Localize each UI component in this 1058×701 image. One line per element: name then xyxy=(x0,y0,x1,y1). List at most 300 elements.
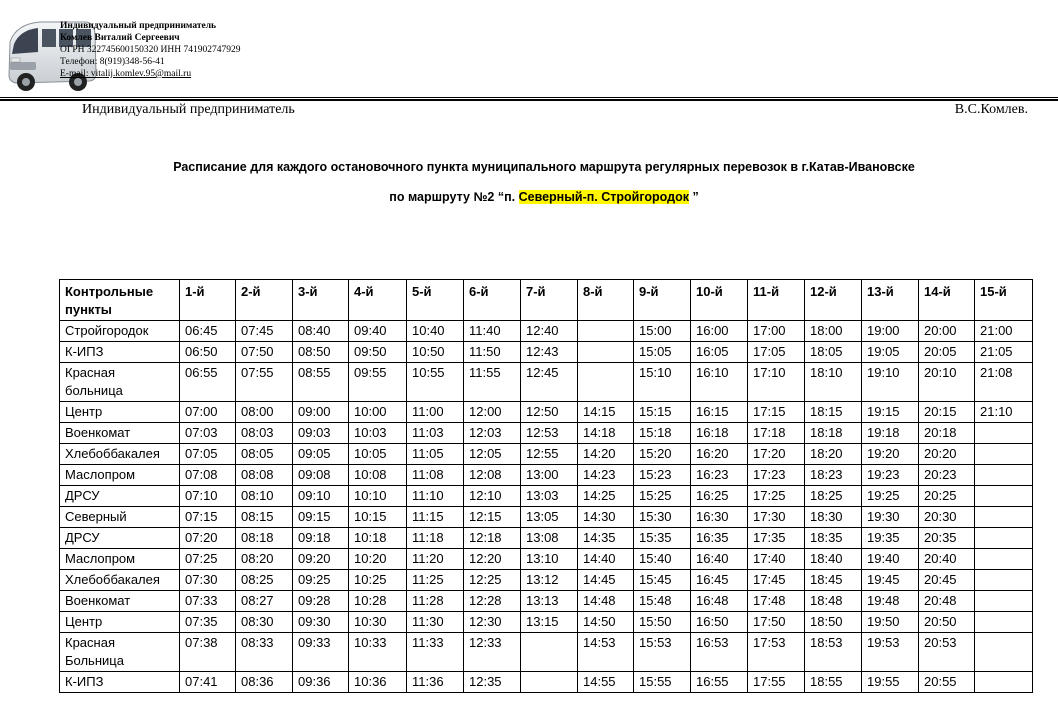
departure-time-cell: 14:40 xyxy=(578,549,634,570)
departure-time-cell: 09:10 xyxy=(293,486,349,507)
route-subtitle xyxy=(0,190,1058,204)
table-row xyxy=(60,612,1033,633)
departure-time-cell: 16:10 xyxy=(691,363,748,402)
departure-time-cell: 10:18 xyxy=(349,528,407,549)
departure-time-cell: 14:55 xyxy=(578,672,634,693)
departure-time-cell: 16:48 xyxy=(691,591,748,612)
departure-time-cell: 12:55 xyxy=(521,444,578,465)
departure-time-cell: 08:30 xyxy=(236,612,293,633)
departure-time-cell: 17:15 xyxy=(748,402,805,423)
departure-time-cell: 06:55 xyxy=(180,363,236,402)
departure-time-cell: 12:20 xyxy=(464,549,521,570)
departure-time-cell: 13:08 xyxy=(521,528,578,549)
departure-time-cell: 17:25 xyxy=(748,486,805,507)
departure-time-cell: 07:30 xyxy=(180,570,236,591)
document-title: Расписание для каждого остановочного пункта муниципального маршрута регулярных перевозок в г.Катав-Ивановске xyxy=(173,160,915,174)
departure-time-cell: 11:50 xyxy=(464,342,521,363)
departure-time-cell: 18:48 xyxy=(805,591,862,612)
departure-time-cell: 15:15 xyxy=(634,402,691,423)
departure-time-cell: 18:25 xyxy=(805,486,862,507)
departure-time-cell: 18:53 xyxy=(805,633,862,672)
departure-time-cell: 20:25 xyxy=(919,486,975,507)
table-row xyxy=(60,363,1033,402)
departure-time-cell: 10:15 xyxy=(349,507,407,528)
departure-time-cell: 07:05 xyxy=(180,444,236,465)
departure-time-cell: 19:30 xyxy=(862,507,919,528)
table-row xyxy=(60,591,1033,612)
departure-time-cell xyxy=(521,633,578,672)
departure-time-cell: 12:08 xyxy=(464,465,521,486)
departure-time-cell xyxy=(975,465,1033,486)
departure-time-cell: 11:10 xyxy=(407,486,464,507)
departure-time-cell: 12:45 xyxy=(521,363,578,402)
departure-time-cell: 19:18 xyxy=(862,423,919,444)
departure-time-cell: 19:53 xyxy=(862,633,919,672)
table-row xyxy=(60,570,1033,591)
departure-time-cell: 14:15 xyxy=(578,402,634,423)
departure-time-cell: 07:20 xyxy=(180,528,236,549)
departure-time-cell: 10:05 xyxy=(349,444,407,465)
departure-time-cell: 11:18 xyxy=(407,528,464,549)
departure-time-cell: 17:50 xyxy=(748,612,805,633)
departure-time-cell: 11:15 xyxy=(407,507,464,528)
departure-time-cell: 17:48 xyxy=(748,591,805,612)
departure-time-cell: 09:28 xyxy=(293,591,349,612)
departure-time-cell: 16:55 xyxy=(691,672,748,693)
header-divider-thin xyxy=(0,97,1058,98)
letterhead-line-1: Индивидуальный предприниматель xyxy=(60,21,217,31)
departure-time-cell: 18:10 xyxy=(805,363,862,402)
departure-time-cell: 14:20 xyxy=(578,444,634,465)
stop-name-cell: Хлебоббакалея xyxy=(60,444,180,465)
departure-time-cell: 10:50 xyxy=(407,342,464,363)
departure-time-cell xyxy=(975,549,1033,570)
departure-time-cell: 07:10 xyxy=(180,486,236,507)
departure-time-cell: 10:20 xyxy=(349,549,407,570)
departure-time-cell: 18:40 xyxy=(805,549,862,570)
departure-time-cell: 14:25 xyxy=(578,486,634,507)
departure-time-cell: 19:55 xyxy=(862,672,919,693)
departure-time-cell: 17:35 xyxy=(748,528,805,549)
table-row xyxy=(60,507,1033,528)
departure-time-cell: 20:48 xyxy=(919,591,975,612)
departure-time-cell: 17:55 xyxy=(748,672,805,693)
departure-time-cell: 10:08 xyxy=(349,465,407,486)
column-header-trip: 12-й xyxy=(805,280,862,321)
departure-time-cell: 16:30 xyxy=(691,507,748,528)
departure-time-cell: 11:05 xyxy=(407,444,464,465)
departure-time-cell: 15:20 xyxy=(634,444,691,465)
departure-time-cell: 19:05 xyxy=(862,342,919,363)
letterhead-line-3: ОГРН 322745600150320 ИНН 741902747929 xyxy=(60,45,241,55)
departure-time-cell: 20:18 xyxy=(919,423,975,444)
departure-time-cell: 19:50 xyxy=(862,612,919,633)
departure-time-cell: 14:30 xyxy=(578,507,634,528)
departure-time-cell: 15:53 xyxy=(634,633,691,672)
departure-time-cell: 08:00 xyxy=(236,402,293,423)
stop-name-cell: Северный xyxy=(60,507,180,528)
departure-time-cell xyxy=(975,423,1033,444)
departure-time-cell xyxy=(578,342,634,363)
departure-time-cell: 07:45 xyxy=(236,321,293,342)
departure-time-cell: 07:41 xyxy=(180,672,236,693)
departure-time-cell: 08:18 xyxy=(236,528,293,549)
departure-time-cell: 11:36 xyxy=(407,672,464,693)
column-header-stops: Контрольные пункты xyxy=(60,280,180,321)
departure-time-cell: 06:50 xyxy=(180,342,236,363)
column-header-trip: 11-й xyxy=(748,280,805,321)
departure-time-cell: 14:23 xyxy=(578,465,634,486)
departure-time-cell: 13:12 xyxy=(521,570,578,591)
table-row xyxy=(60,321,1033,342)
departure-time-cell: 18:20 xyxy=(805,444,862,465)
stop-name-cell: Маслопром xyxy=(60,465,180,486)
departure-time-cell: 21:10 xyxy=(975,402,1033,423)
departure-time-cell: 12:03 xyxy=(464,423,521,444)
departure-time-cell: 20:55 xyxy=(919,672,975,693)
departure-time-cell: 17:40 xyxy=(748,549,805,570)
departure-time-cell: 08:08 xyxy=(236,465,293,486)
departure-time-cell: 14:35 xyxy=(578,528,634,549)
departure-time-cell xyxy=(975,591,1033,612)
column-header-trip: 1-й xyxy=(180,280,236,321)
departure-time-cell: 16:25 xyxy=(691,486,748,507)
departure-time-cell xyxy=(578,363,634,402)
column-header-trip: 7-й xyxy=(521,280,578,321)
route-subtitle-highlight: Северный-п. Стройгородок xyxy=(518,190,689,204)
route-subtitle-suffix: ” xyxy=(688,190,699,204)
departure-time-cell: 20:10 xyxy=(919,363,975,402)
departure-time-cell: 07:55 xyxy=(236,363,293,402)
departure-time-cell: 07:35 xyxy=(180,612,236,633)
departure-time-cell: 20:35 xyxy=(919,528,975,549)
departure-time-cell: 18:00 xyxy=(805,321,862,342)
departure-time-cell: 12:53 xyxy=(521,423,578,444)
departure-time-cell: 17:10 xyxy=(748,363,805,402)
departure-time-cell: 13:15 xyxy=(521,612,578,633)
departure-time-cell: 20:20 xyxy=(919,444,975,465)
departure-time-cell xyxy=(975,507,1033,528)
departure-time-cell: 12:30 xyxy=(464,612,521,633)
table-row xyxy=(60,672,1033,693)
departure-time-cell: 15:05 xyxy=(634,342,691,363)
departure-time-cell: 21:05 xyxy=(975,342,1033,363)
departure-time-cell: 11:28 xyxy=(407,591,464,612)
departure-time-cell: 15:30 xyxy=(634,507,691,528)
departure-time-cell: 09:33 xyxy=(293,633,349,672)
departure-time-cell: 16:20 xyxy=(691,444,748,465)
departure-time-cell: 09:05 xyxy=(293,444,349,465)
departure-time-cell: 20:15 xyxy=(919,402,975,423)
departure-time-cell: 07:25 xyxy=(180,549,236,570)
column-header-trip: 5-й xyxy=(407,280,464,321)
departure-time-cell: 21:00 xyxy=(975,321,1033,342)
column-header-trip: 10-й xyxy=(691,280,748,321)
table-row xyxy=(60,633,1033,672)
departure-time-cell xyxy=(975,444,1033,465)
departure-time-cell: 15:00 xyxy=(634,321,691,342)
departure-time-cell: 07:15 xyxy=(180,507,236,528)
departure-time-cell: 20:53 xyxy=(919,633,975,672)
departure-time-cell: 09:50 xyxy=(349,342,407,363)
departure-time-cell: 10:10 xyxy=(349,486,407,507)
departure-time-cell: 20:30 xyxy=(919,507,975,528)
schedule-table xyxy=(59,279,1033,693)
column-header-trip: 8-й xyxy=(578,280,634,321)
departure-time-cell: 19:20 xyxy=(862,444,919,465)
departure-time-cell: 15:18 xyxy=(634,423,691,444)
stop-name-cell: ДРСУ xyxy=(60,528,180,549)
departure-time-cell: 10:33 xyxy=(349,633,407,672)
departure-time-cell: 19:40 xyxy=(862,549,919,570)
signature-right: В.С.Комлев. xyxy=(954,102,1028,117)
letterhead xyxy=(6,8,1058,102)
departure-time-cell: 08:55 xyxy=(293,363,349,402)
departure-time-cell: 10:25 xyxy=(349,570,407,591)
departure-time-cell: 15:10 xyxy=(634,363,691,402)
departure-time-cell: 09:18 xyxy=(293,528,349,549)
departure-time-cell: 16:53 xyxy=(691,633,748,672)
departure-time-cell: 19:00 xyxy=(862,321,919,342)
departure-time-cell: 09:03 xyxy=(293,423,349,444)
departure-time-cell: 11:03 xyxy=(407,423,464,444)
column-header-trip: 3-й xyxy=(293,280,349,321)
departure-time-cell: 20:05 xyxy=(919,342,975,363)
departure-time-cell: 20:50 xyxy=(919,612,975,633)
departure-time-cell: 08:05 xyxy=(236,444,293,465)
stop-name-cell: Центр xyxy=(60,612,180,633)
departure-time-cell: 18:18 xyxy=(805,423,862,444)
column-header-trip: 15-й xyxy=(975,280,1033,321)
departure-time-cell: 12:00 xyxy=(464,402,521,423)
departure-time-cell: 07:00 xyxy=(180,402,236,423)
departure-time-cell: 16:35 xyxy=(691,528,748,549)
departure-time-cell: 07:08 xyxy=(180,465,236,486)
table-row xyxy=(60,342,1033,363)
stop-name-cell: Центр xyxy=(60,402,180,423)
departure-time-cell: 08:10 xyxy=(236,486,293,507)
departure-time-cell: 12:35 xyxy=(464,672,521,693)
departure-time-cell: 10:00 xyxy=(349,402,407,423)
departure-time-cell: 12:43 xyxy=(521,342,578,363)
departure-time-cell: 20:00 xyxy=(919,321,975,342)
stop-name-cell: К-ИПЗ xyxy=(60,672,180,693)
departure-time-cell: 20:45 xyxy=(919,570,975,591)
departure-time-cell: 14:50 xyxy=(578,612,634,633)
departure-time-cell: 12:50 xyxy=(521,402,578,423)
departure-time-cell: 08:50 xyxy=(293,342,349,363)
letterhead-email-link[interactable]: E-mail: vitalij.komlev.95@mail.ru xyxy=(60,69,192,79)
departure-time-cell: 17:05 xyxy=(748,342,805,363)
departure-time-cell: 07:50 xyxy=(236,342,293,363)
departure-time-cell: 12:25 xyxy=(464,570,521,591)
departure-time-cell: 16:18 xyxy=(691,423,748,444)
departure-time-cell: 15:50 xyxy=(634,612,691,633)
letterhead-line-4: Телефон: 8(919)348-56-41 xyxy=(60,57,165,67)
stop-name-cell: Военкомат xyxy=(60,423,180,444)
departure-time-cell: 08:27 xyxy=(236,591,293,612)
departure-time-cell xyxy=(975,672,1033,693)
departure-time-cell: 17:45 xyxy=(748,570,805,591)
departure-time-cell: 17:20 xyxy=(748,444,805,465)
departure-time-cell: 19:48 xyxy=(862,591,919,612)
departure-time-cell: 21:08 xyxy=(975,363,1033,402)
departure-time-cell: 18:45 xyxy=(805,570,862,591)
departure-time-cell: 09:25 xyxy=(293,570,349,591)
departure-time-cell: 13:00 xyxy=(521,465,578,486)
departure-time-cell: 07:33 xyxy=(180,591,236,612)
departure-time-cell: 15:55 xyxy=(634,672,691,693)
departure-time-cell: 12:33 xyxy=(464,633,521,672)
column-header-trip: 13-й xyxy=(862,280,919,321)
table-body xyxy=(60,321,1033,693)
departure-time-cell: 16:23 xyxy=(691,465,748,486)
departure-time-cell: 16:45 xyxy=(691,570,748,591)
departure-time-cell: 06:45 xyxy=(180,321,236,342)
departure-time-cell: 09:40 xyxy=(349,321,407,342)
departure-time-cell: 13:13 xyxy=(521,591,578,612)
departure-time-cell: 11:20 xyxy=(407,549,464,570)
departure-time-cell: 11:00 xyxy=(407,402,464,423)
departure-time-cell: 15:25 xyxy=(634,486,691,507)
departure-time-cell: 11:25 xyxy=(407,570,464,591)
table-row xyxy=(60,528,1033,549)
departure-time-cell xyxy=(975,528,1033,549)
departure-time-cell: 08:36 xyxy=(236,672,293,693)
departure-time-cell: 12:15 xyxy=(464,507,521,528)
departure-time-cell: 08:20 xyxy=(236,549,293,570)
departure-time-cell: 14:18 xyxy=(578,423,634,444)
route-subtitle-prefix: по маршруту №2 “п. xyxy=(389,190,519,204)
table-row xyxy=(60,486,1033,507)
departure-time-cell: 10:36 xyxy=(349,672,407,693)
departure-time-cell: 11:08 xyxy=(407,465,464,486)
departure-time-cell: 12:28 xyxy=(464,591,521,612)
letterhead-line-2: Комлев Виталий Сергеевич xyxy=(60,33,180,43)
header-divider-thick xyxy=(0,99,1058,101)
departure-time-cell: 12:40 xyxy=(521,321,578,342)
departure-time-cell xyxy=(975,633,1033,672)
departure-time-cell xyxy=(975,570,1033,591)
departure-time-cell: 12:18 xyxy=(464,528,521,549)
departure-time-cell: 15:23 xyxy=(634,465,691,486)
departure-time-cell: 12:05 xyxy=(464,444,521,465)
departure-time-cell xyxy=(521,672,578,693)
table-row xyxy=(60,444,1033,465)
column-header-trip: 2-й xyxy=(236,280,293,321)
departure-time-cell: 18:30 xyxy=(805,507,862,528)
departure-time-cell: 14:53 xyxy=(578,633,634,672)
stop-name-cell: Маслопром xyxy=(60,549,180,570)
departure-time-cell: 17:23 xyxy=(748,465,805,486)
departure-time-cell: 07:38 xyxy=(180,633,236,672)
departure-time-cell: 10:40 xyxy=(407,321,464,342)
departure-time-cell: 11:33 xyxy=(407,633,464,672)
departure-time-cell xyxy=(578,321,634,342)
departure-time-cell: 09:15 xyxy=(293,507,349,528)
table-row xyxy=(60,465,1033,486)
departure-time-cell: 07:03 xyxy=(180,423,236,444)
departure-time-cell: 13:03 xyxy=(521,486,578,507)
departure-time-cell: 10:55 xyxy=(407,363,464,402)
departure-time-cell: 15:35 xyxy=(634,528,691,549)
column-header-trip: 14-й xyxy=(919,280,975,321)
stop-name-cell: Хлебоббакалея xyxy=(60,570,180,591)
departure-time-cell: 15:48 xyxy=(634,591,691,612)
departure-time-cell: 09:20 xyxy=(293,549,349,570)
departure-time-cell: 18:15 xyxy=(805,402,862,423)
departure-time-cell: 18:23 xyxy=(805,465,862,486)
departure-time-cell xyxy=(975,486,1033,507)
departure-time-cell: 09:55 xyxy=(349,363,407,402)
departure-time-cell: 11:30 xyxy=(407,612,464,633)
departure-time-cell: 19:15 xyxy=(862,402,919,423)
departure-time-cell: 09:00 xyxy=(293,402,349,423)
table-row xyxy=(60,549,1033,570)
departure-time-cell: 08:03 xyxy=(236,423,293,444)
departure-time-cell: 14:45 xyxy=(578,570,634,591)
departure-time-cell: 16:00 xyxy=(691,321,748,342)
departure-time-cell: 11:55 xyxy=(464,363,521,402)
column-header-trip: 9-й xyxy=(634,280,691,321)
departure-time-cell: 17:53 xyxy=(748,633,805,672)
departure-time-cell: 09:08 xyxy=(293,465,349,486)
departure-time-cell: 18:55 xyxy=(805,672,862,693)
departure-time-cell: 08:33 xyxy=(236,633,293,672)
stop-name-cell: Красная Больница xyxy=(60,633,180,672)
table-row xyxy=(60,423,1033,444)
departure-time-cell: 17:18 xyxy=(748,423,805,444)
departure-time-cell: 16:05 xyxy=(691,342,748,363)
departure-time-cell: 19:23 xyxy=(862,465,919,486)
departure-time-cell: 11:40 xyxy=(464,321,521,342)
departure-time-cell: 19:10 xyxy=(862,363,919,402)
departure-time-cell: 16:15 xyxy=(691,402,748,423)
departure-time-cell: 16:50 xyxy=(691,612,748,633)
departure-time-cell: 13:05 xyxy=(521,507,578,528)
stop-name-cell: Военкомат xyxy=(60,591,180,612)
column-header-trip: 6-й xyxy=(464,280,521,321)
departure-time-cell: 20:23 xyxy=(919,465,975,486)
departure-time-cell: 15:40 xyxy=(634,549,691,570)
departure-time-cell: 15:45 xyxy=(634,570,691,591)
stop-name-cell: К-ИПЗ xyxy=(60,342,180,363)
departure-time-cell: 10:28 xyxy=(349,591,407,612)
table-header-row xyxy=(60,280,1033,321)
departure-time-cell: 12:10 xyxy=(464,486,521,507)
departure-time-cell: 19:25 xyxy=(862,486,919,507)
stop-name-cell: Красная больница xyxy=(60,363,180,402)
departure-time-cell: 19:45 xyxy=(862,570,919,591)
departure-time-cell: 09:30 xyxy=(293,612,349,633)
letterhead-text xyxy=(60,20,240,80)
departure-time-cell: 17:30 xyxy=(748,507,805,528)
column-header-trip: 4-й xyxy=(349,280,407,321)
departure-time-cell: 20:40 xyxy=(919,549,975,570)
stop-name-cell: Стройгородок xyxy=(60,321,180,342)
signature-left: Индивидуальный предприниматель xyxy=(82,102,295,117)
departure-time-cell: 17:00 xyxy=(748,321,805,342)
departure-time-cell: 18:35 xyxy=(805,528,862,549)
departure-time-cell: 08:25 xyxy=(236,570,293,591)
departure-time-cell: 10:03 xyxy=(349,423,407,444)
departure-time-cell: 19:35 xyxy=(862,528,919,549)
departure-time-cell: 08:40 xyxy=(293,321,349,342)
departure-time-cell: 10:30 xyxy=(349,612,407,633)
table-row xyxy=(60,402,1033,423)
stop-name-cell: ДРСУ xyxy=(60,486,180,507)
departure-time-cell: 14:48 xyxy=(578,591,634,612)
